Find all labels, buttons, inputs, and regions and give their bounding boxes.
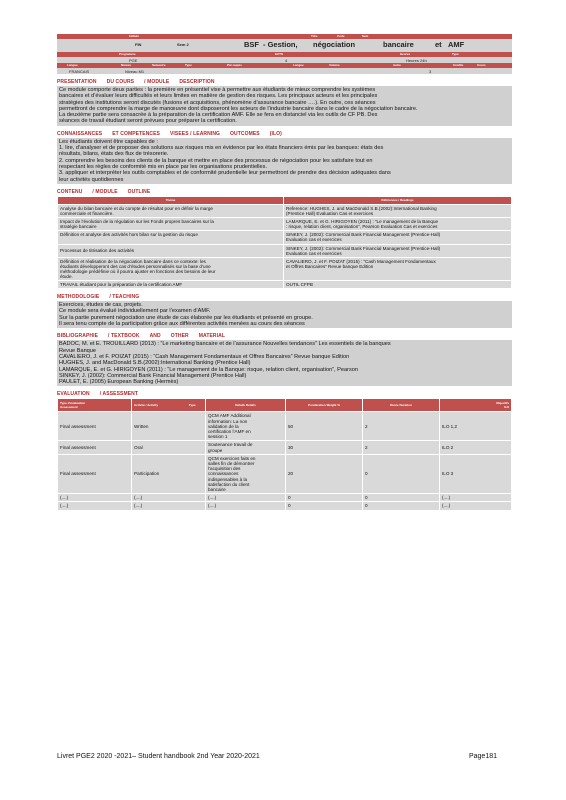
methodology-heading: METHODOLOGIE / TEACHING xyxy=(57,294,140,301)
footer-handbook-title: Livret PGE2 2020 -2021– Student handbook 2nd Year 2020-2021 xyxy=(57,753,260,760)
bibliography-text: BADOC, M. et E. TROUILLARD (2013) : “Le marketing bancaire et de l’assurance Nouvelles tendances” Les essentiels de la banques Revue Banque CAVALIERO, J. et F. POIZAT (2015) : “Cash Management Fondamentaux et Offres Bancaires” Revue banque Edition HUGHES, J. and MacDonald S.B.(2002):International Banking (Prentice Hall) LAMARQUE, E. et G. HIRIGOYEN (2011) : “Le management de la Banque: risque, relation client, organisation”, Pearson SINKEY, J. (2002): Commercial Bank Financial Management (Prentice Hall) PAULET, E. (2005) European Banking (Hermès) xyxy=(57,340,512,386)
header-row-3: Programme ECTS Heures Type xyxy=(57,52,512,57)
evaluation-header-row: Type d’évaluation Assessment Activité / Activity Type Détails Details Pondération Weight % Durée Duration Objectifs ILO xyxy=(58,399,512,412)
outcomes-text: Les étudiants doivent être capables de : 1. lire, d’analyser et de proposer des solutions aux risques mis en évidence par les états financiers émis par les banques: états des résultats, bilans, états des flux de trésorerie. 2. comprendre les besoins des clients de la banque et mettre en place des processus de négociation pour les satisfaire tout en respectant les règles de conformité mis en place par les organisations prudentielles. 3. appliquer et interpréter les outils comptables et de conformité prudentielle leur permettront de prendre des décision adéquates dans leur activités quotidiennes xyxy=(57,138,512,184)
content-table xyxy=(57,196,512,289)
outcomes-heading: CONNAISSANCES ET COMPETENCES VISEES / LEARNING OUTCOMES (ILO) xyxy=(57,130,282,137)
table-row: Définition et réalisation de la négociation bancaire dans ce contexte: les étudiants développeront des cas d’études personnalisés sur la base d’une méthodologie prédéfinie où il pourra ajuster en fonctions des besoins de leur étude. CAVALIERO, J. et F. POIZAT (2015) : “Cash Management Fondamentaux et Offres Bancaires” Revue banque Edition xyxy=(58,257,512,280)
course-sheet xyxy=(57,34,512,511)
table-row: Final assessment Written QCM AMF Additional information: La non validation de la certification l’AMF en session 1 50 2 ILO 1,2 xyxy=(58,412,512,441)
table-row: Impact de l’évolution de la régulation sur les Fonds propres bancaires sur la stratégie bancaire LAMARQUE, E. et G. HIRIGOYEN (2011) : “Le management de la Banque : risque, relation client, organisation”, Pearson Evaluation Cas et exercices xyxy=(58,218,512,231)
table-row: Final assessment Oral Soutenance travail de groupe 30 2 ILO 2 xyxy=(58,441,512,454)
table-row: (....) (....) (....) 0 0 (....) xyxy=(58,494,512,502)
table-row: Processus de titrisation des activités SINKEY, J. (2002): Commercial Bank Financial Management (Prentice-Hall) Evaluation cas et exercices xyxy=(58,244,512,257)
header-row-6: FRANCAIS Niveau M1 3 xyxy=(57,68,512,74)
content-heading: CONTENU / MODULE OUTLINE xyxy=(57,188,151,195)
course-title-row: FIN Sem 2 BSF - Gestion, négociation bancaire et AMF xyxy=(57,39,512,52)
table-row: Définition et analyse des activités hors bilan sur la gestion du risque SINKEY, J. (2002): Commercial Bank Financial Management (Prentice-Hall) Evaluation cas et exercices xyxy=(58,231,512,244)
content-header-row: Thème Références / Readings xyxy=(58,196,512,204)
page-number: Page181 xyxy=(468,753,497,760)
table-row: TRAVAIL étudiant pour la préparation de la certification AMF OUTIL CFPB xyxy=(58,281,512,289)
header-row-5: Langue Niveau Semestre Type Pré-requis Langue Volume Autre Crédits Cours xyxy=(57,63,512,68)
evaluation-table xyxy=(57,398,512,510)
header-row-1: Intitulé Titre Code Sem xyxy=(57,34,512,39)
table-row: Final assessment Participation QCM exercices faits en salles fin de démontrer l’acquisition des connaissances indispensables à la satisfaction du client bancaire 20 0 ILO 3 xyxy=(58,454,512,493)
methodology-text: Exercices, études de cas, projets. Ce module sera évalué individuellement par l’examen d’AMF. Sur la partie purement négociation une étude de cas élaborée par les étudiants et présenté en groupe. Il sera tenu compte de la participation grâce aux différentes activités menées au cours des séances xyxy=(57,301,512,328)
evaluation-heading: EVALUATION / ASSESSMENT xyxy=(57,391,139,398)
header-row-4: PGE 4 Heures 24h xyxy=(57,57,512,63)
presentation-text: Ce module comporte deux parties : la première en présentiel vise à permettre aux étudiants de mieux comprendre les systèmes bancaires et d’évaluer leurs difficultés et leurs limites en matière de gestion des risques. Les principaux acteurs et les principales stratégies des institutions seront discutés (fusions et acquisitions, phénomène d’assurance bancaire ….). En outre, ces séances permettront de comprendre la marge de manœuvre dont disposeront les acteurs de l’industrie bancaire dans le cadre de la négociation bancaire. La deuxième partie sera consacrée à la préparation de la certification AMF. Elle se fera en distanciel via les outils de CF PB. Des séances de travail étudiant seront prévues pour préparer la certification. xyxy=(57,86,512,126)
course-title: BSF xyxy=(244,40,259,49)
table-row: (....) (....) (....) 0 0 (....) xyxy=(58,502,512,510)
table-row: Analyse du bilan bancaire et du compte de résultat pour en définir la marge commerciale et financière. Reference: HUGHES, J. and MacDonald S.B.(2002):International Banking (Prentice Hall) Evaluation Cas et exercices xyxy=(58,204,512,217)
bibliography-heading: BIBLIOGRAPHIE / TEXTBOOK AND OTHER MATERIAL xyxy=(57,333,225,340)
presentation-heading: PRESENTATION DU COURS / MODULE DESCRIPTION xyxy=(57,79,215,85)
